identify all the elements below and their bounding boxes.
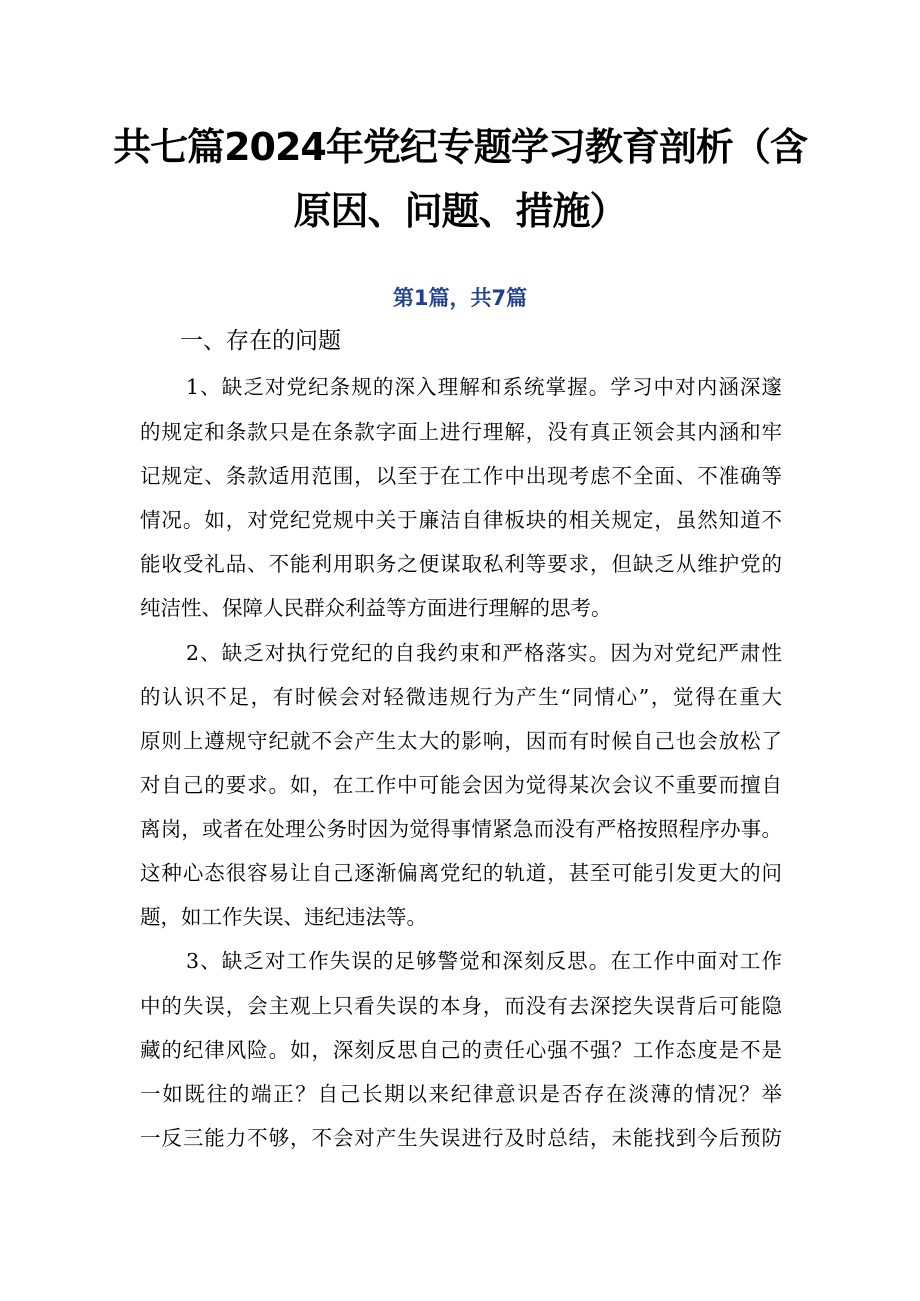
paragraph-line: 的规定和条款只是在条款字面上进行理解，没有真正领会其内涵和牢 [140, 420, 782, 444]
paragraph-line: 中的失误，会主观上只看失误的本身，而没有去深挖失误背后可能隐 [140, 994, 782, 1018]
section-heading: 一、存在的问题 [180, 328, 341, 354]
part-indicator: 第1篇，共7篇 [392, 286, 528, 310]
paragraph-line: 情况。如，对党纪党规中关于廉洁自律板块的相关规定，虽然知道不 [140, 508, 782, 532]
paragraph-line: 纯洁性、保障人民群众利益等方面进行理解的思考。 [140, 596, 612, 620]
paragraph-line: 记规定、条款适用范围，以至于在工作中出现考虑不全面、不准确等 [140, 464, 782, 488]
paragraph-line: 2、缺乏对执行党纪的自我约束和严格落实。因为对党纪严肃性 [186, 641, 782, 665]
paragraph-line: 一反三能力不够，不会对产生失误进行及时总结，未能找到今后预防 [140, 1126, 782, 1150]
paragraph-line: 3、缺乏对工作失误的足够警觉和深刻反思。在工作中面对工作 [186, 949, 782, 973]
document-title-line-2: 原因、问题、措施） [293, 189, 627, 233]
paragraph-line: 原则上遵规守纪就不会产生太大的影响，因而有时候自己也会放松了 [140, 729, 782, 753]
paragraph-line: 这种心态很容易让自己逐渐偏离党纪的轨道，甚至可能引发更大的问 [140, 861, 782, 885]
paragraph-line: 的认识不足，有时候会对轻微违规行为产生“同情心”，觉得在重大 [140, 685, 782, 709]
paragraph-line: 一如既往的端正？自己长期以来纪律意识是否存在淡薄的情况？举 [140, 1082, 782, 1106]
document-title-line-1: 共七篇2024年党纪专题学习教育剖析（含 [113, 125, 807, 169]
paragraph-line: 题，如工作失误、违纪违法等。 [140, 905, 427, 929]
paragraph-line: 藏的纪律风险。如，深刻反思自己的责任心强不强？工作态度是不是 [140, 1038, 782, 1062]
paragraph-line: 1、缺乏对党纪条规的深入理解和系统掌握。学习中对内涵深邃 [186, 375, 782, 399]
paragraph-line: 对自己的要求。如，在工作中可能会因为觉得某次会议不重要而擅自 [140, 773, 782, 797]
paragraph-line: 离岗，或者在处理公务时因为觉得事情紧急而没有严格按照程序办事。 [140, 817, 782, 841]
paragraph-line: 能收受礼品、不能利用职务之便谋取私利等要求，但缺乏从维护党的 [140, 552, 782, 576]
